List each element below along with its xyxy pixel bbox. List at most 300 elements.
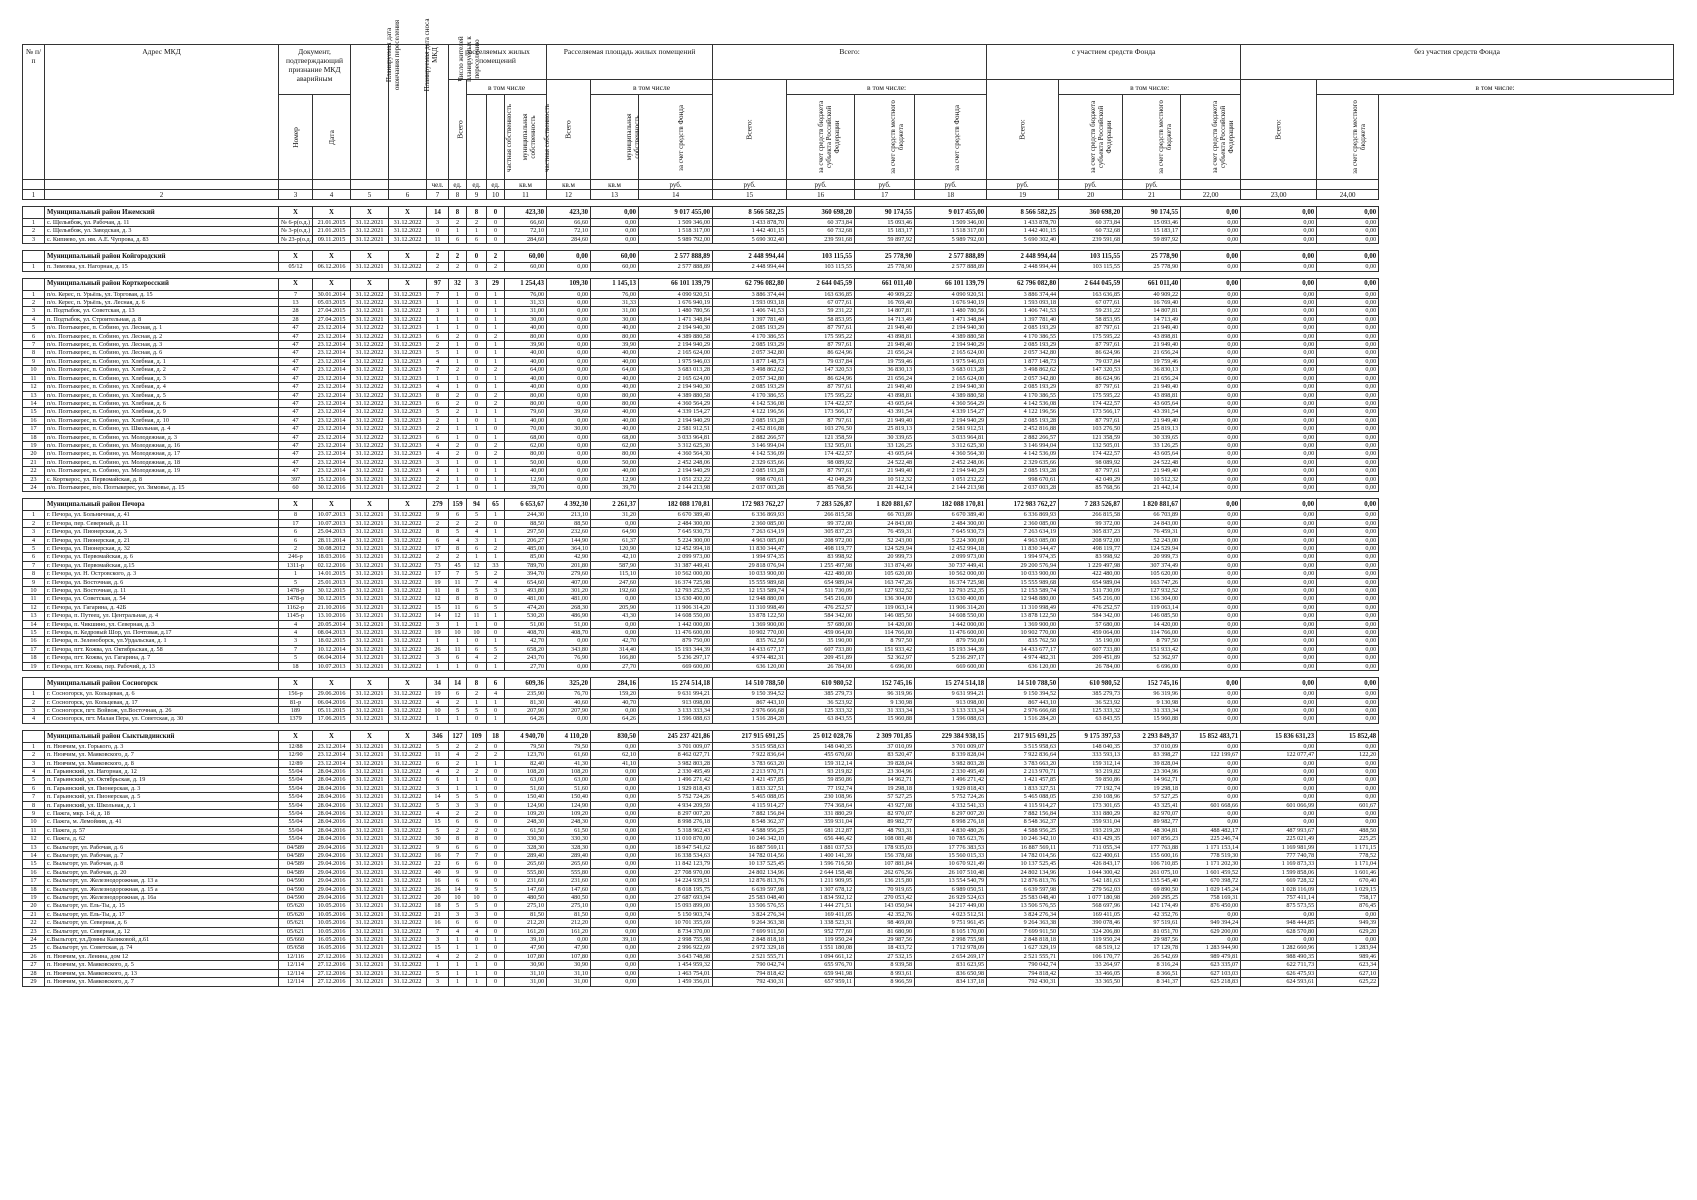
value-cell: 124,90 xyxy=(505,801,547,809)
planned-finish-date: 31.12.2021 xyxy=(351,315,389,323)
row-index: 4 xyxy=(23,315,45,323)
value-cell: 0,00 xyxy=(1181,433,1241,441)
value-cell: 10 137 525,45 xyxy=(713,860,787,868)
spacer-cell xyxy=(449,244,467,251)
value-cell: 5 xyxy=(427,826,449,834)
value-cell: 5 224 300,00 xyxy=(639,536,713,544)
value-cell: 159 312,14 xyxy=(1059,759,1123,767)
value-cell: 530,20 xyxy=(505,612,547,620)
unit-label: кв.м xyxy=(547,180,591,190)
value-cell: 1 369 900,00 xyxy=(713,620,787,628)
planned-demolish-date: 31.12.2022 xyxy=(389,698,427,706)
value-cell: 989 479,81 xyxy=(1181,952,1241,960)
table-row xyxy=(23,835,1674,843)
planned-demolish-date: 31.12.2022 xyxy=(389,936,427,944)
value-cell: 2 057 342,80 xyxy=(713,349,787,357)
col-header-rooms-incl: в том числе xyxy=(467,80,547,95)
spacer-cell xyxy=(987,671,1059,678)
table-row xyxy=(23,767,1674,775)
value-cell: 1 xyxy=(427,315,449,323)
column-number: 19 xyxy=(987,190,1059,200)
value-cell: 87 797,61 xyxy=(787,341,855,349)
value-cell: 98 089,92 xyxy=(1059,458,1123,466)
value-cell: 487 993,67 xyxy=(1241,826,1317,834)
value-cell: 2 xyxy=(467,826,487,834)
value-cell: 2 144 213,98 xyxy=(639,483,713,491)
value-cell: 0 xyxy=(467,936,487,944)
building-address: г. Печора, пер. Северный, д. 11 xyxy=(45,519,279,527)
value-cell: 1 171,15 xyxy=(1317,843,1379,851)
table-row xyxy=(23,698,1674,706)
value-cell: 161,20 xyxy=(505,927,547,935)
value-cell: 212,20 xyxy=(547,919,591,927)
value-cell: 24 843,00 xyxy=(855,519,915,527)
planned-demolish-date: 31.12.2022 xyxy=(389,662,427,670)
value-cell: 0 xyxy=(487,801,505,809)
doc-date: 27.12.2016 xyxy=(313,952,351,960)
value-cell: 3 498 862,62 xyxy=(987,366,1059,374)
value-cell: 2 194 940,29 xyxy=(915,341,987,349)
building-address: п/о. Позтыкерес, п. Собино, ул. Молодежная, д. 3 xyxy=(45,433,279,441)
value-cell: 2 452 816,88 xyxy=(713,425,787,433)
value-cell: 52 362,97 xyxy=(855,654,915,662)
value-cell: 0,00 xyxy=(1241,324,1317,332)
value-cell: 1 xyxy=(449,299,467,307)
value-cell: 31,00 xyxy=(591,307,639,315)
value-cell: 58 853,95 xyxy=(1059,315,1123,323)
value-cell: 169 411,05 xyxy=(787,910,855,918)
value-cell: 16 769,40 xyxy=(855,299,915,307)
value-cell: 0,00 xyxy=(547,450,591,458)
spacer-cell xyxy=(351,723,389,730)
value-cell: 0,00 xyxy=(591,219,639,227)
doc-number: 47 xyxy=(279,458,313,466)
spacer-cell xyxy=(351,200,389,207)
value-cell: 13 878 122,50 xyxy=(987,612,1059,620)
row-index: 17 xyxy=(23,877,45,885)
value-cell: 0,00 xyxy=(1317,654,1379,662)
value-cell: 87 797,61 xyxy=(787,324,855,332)
planned-demolish-date: 31.12.2022 xyxy=(389,561,427,569)
value-cell: 52 243,00 xyxy=(1123,536,1181,544)
value-cell: 4 588 956,25 xyxy=(713,826,787,834)
table-row xyxy=(23,219,1674,227)
value-cell: 6 xyxy=(467,843,487,851)
value-cell: 76 459,31 xyxy=(1123,528,1181,536)
value-cell: 0,00 xyxy=(1181,357,1241,365)
value-cell: 266 815,58 xyxy=(1059,511,1123,519)
value-cell: 0,00 xyxy=(1181,458,1241,466)
spacer-cell xyxy=(45,671,279,678)
value-cell: 87 797,61 xyxy=(1059,383,1123,391)
value-cell: 12 153 589,74 xyxy=(713,587,787,595)
planned-finish-date: 31.12.2021 xyxy=(351,877,389,885)
value-cell: 0,00 xyxy=(591,227,639,235)
value-cell: 10 785 623,76 xyxy=(915,835,987,843)
value-cell: 21 949,40 xyxy=(855,416,915,424)
value-cell: 0,00 xyxy=(1181,595,1241,603)
value-cell: 2 581 912,51 xyxy=(639,425,713,433)
value-cell: 11 xyxy=(467,612,487,620)
value-cell: 6 696,00 xyxy=(1123,662,1181,670)
value-cell: 3 146 994,04 xyxy=(987,441,1059,449)
value-cell: 0 xyxy=(487,519,505,527)
value-cell: 20 999,73 xyxy=(855,553,915,561)
value-cell: 481,00 xyxy=(547,595,591,603)
value-cell: 669 600,00 xyxy=(639,662,713,670)
value-cell: 1 518 317,00 xyxy=(915,227,987,235)
value-cell: 248,30 xyxy=(505,818,547,826)
value-cell: 21 949,40 xyxy=(1123,324,1181,332)
value-cell: 0,00 xyxy=(1181,784,1241,792)
planned-finish-date: 31.12.2021 xyxy=(351,927,389,935)
table-row xyxy=(23,843,1674,851)
planned-finish-date: 31.12.2022 xyxy=(351,416,389,424)
value-cell: 178 935,03 xyxy=(855,843,915,851)
value-cell: 1 xyxy=(487,553,505,561)
value-cell: 6 xyxy=(427,332,449,340)
value-cell: 107,80 xyxy=(505,952,547,960)
column-number: 23,00 xyxy=(1241,190,1317,200)
value-cell: 66 101 139,79 xyxy=(915,278,987,290)
value-cell: 107,80 xyxy=(547,952,591,960)
table-row xyxy=(23,357,1674,365)
doc-date: 21.01.2015 xyxy=(313,227,351,235)
value-cell: 1 255 497,98 xyxy=(787,561,855,569)
value-cell: 103 115,55 xyxy=(1059,263,1123,271)
value-cell: 2 099 973,00 xyxy=(639,553,713,561)
value-cell: 0,00 xyxy=(1317,399,1379,407)
col-header-area-total: Всего xyxy=(547,80,591,180)
value-cell: 4 963 085,00 xyxy=(713,536,787,544)
value-cell: 2 194 940,30 xyxy=(915,324,987,332)
spacer-row xyxy=(23,244,1674,251)
value-cell: 2 213 970,71 xyxy=(713,767,787,775)
value-cell: 127 xyxy=(449,730,467,742)
planned-demolish-date: 31.12.2022 xyxy=(389,860,427,868)
value-cell: 0 xyxy=(487,595,505,603)
planned-finish-date: 31.12.2021 xyxy=(351,219,389,227)
value-cell: 2 577 888,89 xyxy=(915,251,987,263)
value-cell: 15 555 989,68 xyxy=(987,578,1059,586)
doc-number: 12/114 xyxy=(279,961,313,969)
value-cell: 87 797,61 xyxy=(1059,341,1123,349)
value-cell: 0,00 xyxy=(1181,690,1241,698)
row-index: 7 xyxy=(23,561,45,569)
value-cell: 1 xyxy=(487,307,505,315)
value-cell: 0,00 xyxy=(1241,706,1317,714)
table-row xyxy=(23,235,1674,243)
planned-demolish-date: 31.12.2022 xyxy=(389,919,427,927)
value-cell: 0,00 xyxy=(1181,366,1241,374)
value-cell: 3 824 276,34 xyxy=(713,910,787,918)
value-cell: 423,30 xyxy=(547,207,591,219)
doc-number: 47 xyxy=(279,391,313,399)
value-cell: 19 xyxy=(427,629,449,637)
value-cell: 0 xyxy=(487,706,505,714)
value-cell: 103 115,55 xyxy=(787,251,855,263)
value-cell: 952 777,60 xyxy=(787,927,855,935)
value-cell: 0 xyxy=(487,620,505,628)
column-number: 14 xyxy=(639,190,713,200)
value-cell: 7 922 836,64 xyxy=(987,751,1059,759)
value-cell: 1 627 329,19 xyxy=(987,944,1059,952)
value-cell: 1 xyxy=(427,715,449,723)
value-cell: 1 421 457,85 xyxy=(713,776,787,784)
value-cell: 2 165 624,00 xyxy=(915,374,987,382)
value-cell: 4 xyxy=(449,751,467,759)
building-address: г. Печора, пгт. Кожва, пер. Рабочий, д. 13 xyxy=(45,662,279,670)
spacer-cell xyxy=(639,200,713,207)
value-cell: 0,00 xyxy=(547,357,591,365)
value-cell: 0 xyxy=(487,927,505,935)
value-cell: 2 xyxy=(449,399,467,407)
spacer-cell xyxy=(1241,200,1317,207)
value-cell: 89 982,77 xyxy=(1123,818,1181,826)
value-cell: 2 996 922,69 xyxy=(639,944,713,952)
doc-number: 05/620 xyxy=(279,910,313,918)
doc-number: 47 xyxy=(279,349,313,357)
planned-demolish-date: 31.12.2022 xyxy=(389,629,427,637)
value-cell: 147 320,53 xyxy=(787,366,855,374)
table-row xyxy=(23,553,1674,561)
doc-number: 04/589 xyxy=(279,843,313,851)
value-cell: 15 183,17 xyxy=(1123,227,1181,235)
spacer-cell xyxy=(1059,492,1123,499)
planned-finish-date: 31.12.2021 xyxy=(351,809,389,817)
value-cell: 11 xyxy=(427,751,449,759)
doc-date: 29.04.2016 xyxy=(313,868,351,876)
value-cell: 11 310 998,49 xyxy=(987,603,1059,611)
spacer-cell xyxy=(427,723,449,730)
row-index xyxy=(23,278,45,290)
doc-date: 23.12.2014 xyxy=(313,332,351,340)
value-cell: 10 xyxy=(449,629,467,637)
doc-number: 05/660 xyxy=(279,936,313,944)
row-index xyxy=(23,499,45,511)
value-cell: 6 xyxy=(467,860,487,868)
value-cell: 174 422,57 xyxy=(787,399,855,407)
building-address: г. Печора, ул. Советская, д. 54 xyxy=(45,595,279,603)
value-cell: 2 577 888,89 xyxy=(915,263,987,271)
planned-demolish-date: 31.12.2022 xyxy=(389,742,427,750)
value-cell: 545 216,00 xyxy=(1059,595,1123,603)
building-address: г. Печора, ул. Первомайская, д. 6 xyxy=(45,553,279,561)
value-cell: 0,00 xyxy=(1241,742,1317,750)
value-cell: 0,00 xyxy=(1181,767,1241,775)
value-cell: 3 515 958,63 xyxy=(713,742,787,750)
value-cell: 0,00 xyxy=(547,458,591,466)
value-cell: 0 xyxy=(467,662,487,670)
spacer-cell xyxy=(313,671,351,678)
value-cell: 4 339 154,27 xyxy=(639,408,713,416)
value-cell: 0 xyxy=(487,877,505,885)
doc-date: X xyxy=(313,251,351,263)
value-cell: 50,00 xyxy=(591,458,639,466)
value-cell: 2 xyxy=(449,826,467,834)
value-cell: 284,60 xyxy=(547,235,591,243)
value-cell: 4 xyxy=(467,528,487,536)
value-cell: 40 909,22 xyxy=(1123,290,1181,298)
table-row xyxy=(23,852,1674,860)
value-cell: 1 xyxy=(487,467,505,475)
value-cell: 4 339 154,27 xyxy=(915,408,987,416)
building-address: с. Пажга, д. 62 xyxy=(45,835,279,843)
value-cell: 7 xyxy=(449,570,467,578)
value-cell: 0,00 xyxy=(1317,620,1379,628)
planned-finish-date: 31.12.2021 xyxy=(351,235,389,243)
value-cell: 40,00 xyxy=(591,408,639,416)
value-cell: 83 398,27 xyxy=(1123,751,1181,759)
value-cell: 0,00 xyxy=(547,715,591,723)
value-cell: 1 676 940,19 xyxy=(915,299,987,307)
value-cell: 3 033 964,81 xyxy=(639,433,713,441)
value-cell: 82,40 xyxy=(505,759,547,767)
planned-finish-date: X xyxy=(351,251,389,263)
value-cell: 173 566,17 xyxy=(787,408,855,416)
building-address: п/о. Позтыкерес, п. Собино, ул. Хлебная, д. 5 xyxy=(45,391,279,399)
value-cell: 0 xyxy=(487,852,505,860)
value-cell: 601 066,99 xyxy=(1241,801,1317,809)
spacer-cell xyxy=(639,271,713,278)
value-cell: 19 298,18 xyxy=(1123,784,1181,792)
value-cell: 6 xyxy=(449,690,467,698)
building-address: г. Сосногорск, пгт. Малая Пера, ул. Советская, д. 30 xyxy=(45,715,279,723)
value-cell: 6 xyxy=(427,433,449,441)
spacer-cell xyxy=(351,492,389,499)
value-cell: 0,00 xyxy=(591,826,639,834)
unit-label: руб. xyxy=(1123,180,1181,190)
value-cell: 4 974 482,31 xyxy=(713,654,787,662)
value-cell: 0,00 xyxy=(1317,690,1379,698)
table-row xyxy=(23,978,1674,986)
value-cell: 80,00 xyxy=(591,450,639,458)
value-cell: 331 880,29 xyxy=(1059,809,1123,817)
value-cell: 1 211 909,95 xyxy=(787,877,855,885)
value-cell: 4 142 536,09 xyxy=(713,450,787,458)
row-index: 6 xyxy=(23,553,45,561)
value-cell: 30 339,65 xyxy=(1123,433,1181,441)
value-cell: 15 xyxy=(427,603,449,611)
col-header-doc-date: Дата xyxy=(313,95,351,180)
value-cell: 8 566 582,25 xyxy=(713,207,787,219)
value-cell: 14 962,71 xyxy=(855,776,915,784)
value-cell: 24 802 134,96 xyxy=(713,868,787,876)
value-cell: 97 519,61 xyxy=(1123,919,1181,927)
planned-demolish-date: 31.12.2022 xyxy=(389,595,427,603)
value-cell: 6 xyxy=(449,511,467,519)
value-cell: 26 xyxy=(427,645,449,653)
district-name: Муниципальный район Койгородский xyxy=(45,251,279,263)
value-cell: 7 263 634,19 xyxy=(987,528,1059,536)
value-cell: 0 xyxy=(467,433,487,441)
value-cell: 5 xyxy=(427,349,449,357)
value-cell: 10 033 900,00 xyxy=(713,570,787,578)
value-cell: 21 949,40 xyxy=(855,324,915,332)
value-cell: 988 490,35 xyxy=(1241,952,1317,960)
planned-demolish-date: 31.12.2022 xyxy=(389,944,427,952)
value-cell: 0,00 xyxy=(547,936,591,944)
value-cell: 0,00 xyxy=(1241,357,1317,365)
value-cell: 328,30 xyxy=(505,843,547,851)
value-cell: 136 304,00 xyxy=(1123,595,1181,603)
value-cell: 0,00 xyxy=(1241,341,1317,349)
doc-number: 28 xyxy=(279,307,313,315)
value-cell: 33 126,25 xyxy=(1123,441,1181,449)
value-cell: 657 959,11 xyxy=(787,978,855,986)
value-cell: 86 624,96 xyxy=(787,349,855,357)
value-cell: 0,00 xyxy=(1181,416,1241,424)
value-cell: 57 680,00 xyxy=(787,620,855,628)
value-cell: 96 319,96 xyxy=(1123,690,1181,698)
spacer-cell xyxy=(389,671,427,678)
value-cell: 2 xyxy=(487,751,505,759)
value-cell: 1 xyxy=(487,383,505,391)
planned-demolish-date: 31.12.2022 xyxy=(389,706,427,714)
spacer-cell xyxy=(313,271,351,278)
spacer-cell xyxy=(505,200,547,207)
value-cell: 64,90 xyxy=(591,528,639,536)
value-cell: 0,00 xyxy=(1241,818,1317,826)
planned-demolish-date: 31.12.2022 xyxy=(389,528,427,536)
unit-label: руб. xyxy=(639,180,713,190)
row-index: 15 xyxy=(23,629,45,637)
value-cell: 60 732,68 xyxy=(787,227,855,235)
value-cell: 607 733,80 xyxy=(787,645,855,653)
value-cell: 8 xyxy=(467,835,487,843)
value-cell: 654 989,04 xyxy=(787,578,855,586)
value-cell: 289,40 xyxy=(505,852,547,860)
value-cell: 120,90 xyxy=(591,545,639,553)
building-address: с.Выльгорт, ул.Домны Каликовой, д.61 xyxy=(45,936,279,944)
value-cell: 3 312 625,30 xyxy=(639,441,713,449)
value-cell: 0,00 xyxy=(1317,475,1379,483)
value-cell: 0 xyxy=(487,809,505,817)
value-cell: 182 088 170,81 xyxy=(915,499,987,511)
doc-date: 28.04.2016 xyxy=(313,826,351,834)
row-index: 29 xyxy=(23,978,45,986)
spacer-cell xyxy=(389,492,427,499)
row-index: 4 xyxy=(23,715,45,723)
value-cell: 62 796 082,80 xyxy=(987,278,1059,290)
value-cell: 0 xyxy=(467,383,487,391)
value-cell: 2 xyxy=(449,251,467,263)
value-cell: 284,60 xyxy=(505,235,547,243)
planned-finish-date: 31.12.2022 xyxy=(351,383,389,391)
value-cell: 625,22 xyxy=(1317,978,1379,986)
value-cell: 1 459 356,01 xyxy=(639,978,713,986)
table-row xyxy=(23,894,1674,902)
value-cell: 63 843,55 xyxy=(1059,715,1123,723)
building-address: п. Гарьинский, ул. Пионерская, д. 3 xyxy=(45,784,279,792)
row-index: 12 xyxy=(23,603,45,611)
value-cell: 385 279,73 xyxy=(787,690,855,698)
planned-demolish-date: 31.12.2023 xyxy=(389,433,427,441)
value-cell: 628 570,80 xyxy=(1241,927,1317,935)
doc-date: 18.03.2016 xyxy=(313,553,351,561)
spacer-cell xyxy=(45,200,279,207)
row-index: 1 xyxy=(23,263,45,271)
value-cell: 2 xyxy=(427,416,449,424)
value-cell: 1 596 088,63 xyxy=(639,715,713,723)
doc-number: 05/620 xyxy=(279,902,313,910)
value-cell: 0,00 xyxy=(1317,299,1379,307)
value-cell: 60,00 xyxy=(505,251,547,263)
value-cell: 80,00 xyxy=(505,391,547,399)
value-cell: 2 194 940,29 xyxy=(915,416,987,424)
value-cell: 12 452 994,18 xyxy=(639,545,713,553)
value-cell: 2 xyxy=(427,553,449,561)
